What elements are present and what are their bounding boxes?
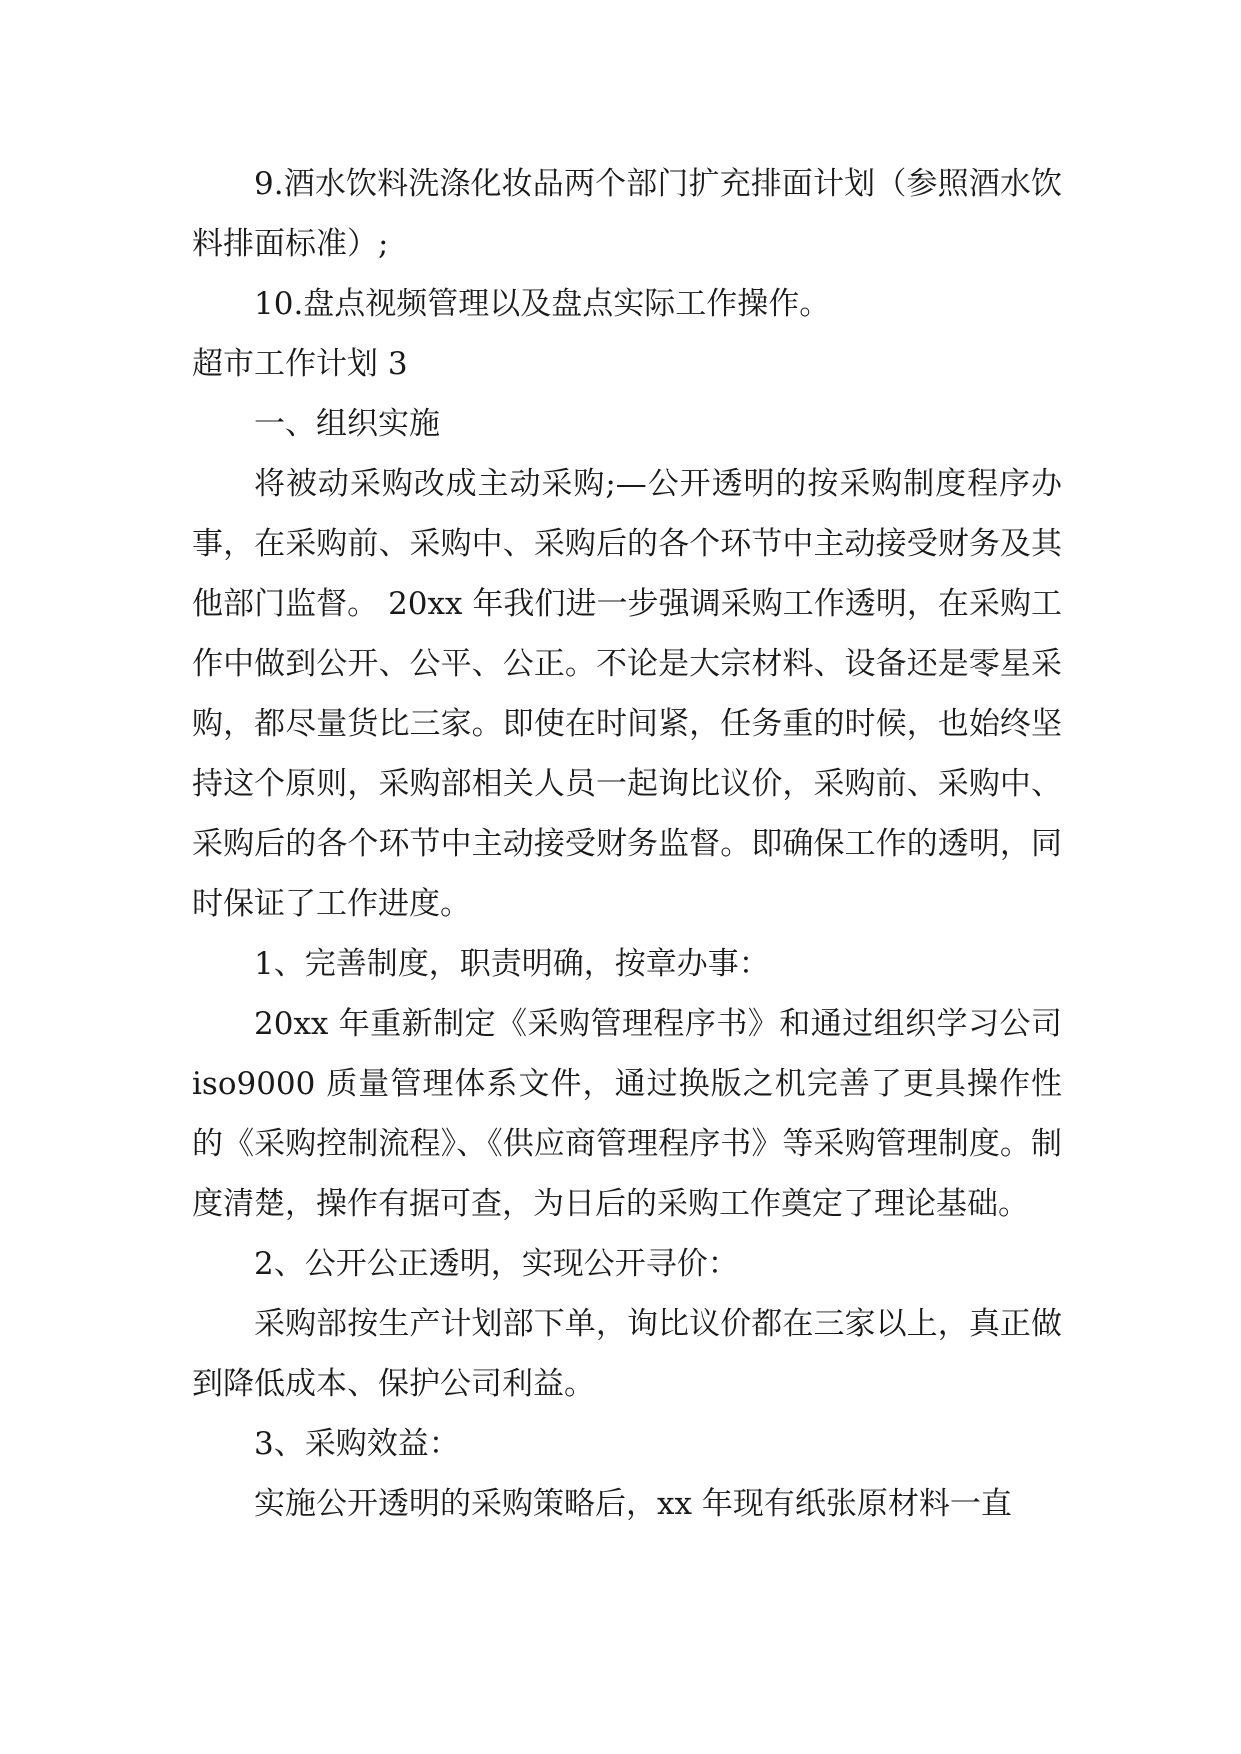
- body-paragraph-2: 20xx 年重新制定《采购管理程序书》和通过组织学习公司 iso9000 质量管理体系文件，通过换版之机完善了更具操作性的《采购控制流程》、《供应商管理程序书》等采购管理制度。制度清楚，操作有据可查，为日后的采购工作奠定了理论基础。: [192, 1006, 1062, 1222]
- body-paragraph-4: 实施公开透明的采购策略后，xx 年现有纸张原材料一直: [254, 1486, 1012, 1522]
- point-3-heading: 3、采购效益：: [254, 1426, 460, 1462]
- document-body: [192, 154, 1062, 1534]
- item-10-paragraph: 10.盘点视频管理以及盘点实际工作操作。: [254, 286, 831, 322]
- subheading-organize: 一、组织实施: [254, 406, 440, 442]
- item-9-paragraph: 9.酒水饮料洗涤化妆品两个部门扩充排面计划（参照酒水饮料排面标准）;: [192, 166, 1062, 262]
- body-paragraph-3: 采购部按生产计划部下单，询比议价都在三家以上，真正做到降低成本、保护公司利益。: [192, 1306, 1062, 1402]
- body-paragraph-1: 将被动采购改成主动采购;—公开透明的按采购制度程序办事，在采购前、采购中、采购后的各个环节中主动接受财务及其他部门监督。 20xx 年我们进一步强调采购工作透明，在采购工作中做到公开、公平、公正。不论是大宗材料、设备还是零星采购，都尽量货比三家。即使在时间紧，任务重的时候，也始终坚持这个原则，采购部相关人员一起询比议价，采购前、采购中、采购后的各个环节中主动接受财务监督。即确保工作的透明，同时保证了工作进度。: [192, 466, 1062, 922]
- section-title: 超市工作计划 3: [192, 346, 408, 382]
- point-2-heading: 2、公开公正透明，实现公开寻价：: [254, 1246, 739, 1282]
- point-1-heading: 1、完善制度，职责明确，按章办事：: [254, 946, 770, 982]
